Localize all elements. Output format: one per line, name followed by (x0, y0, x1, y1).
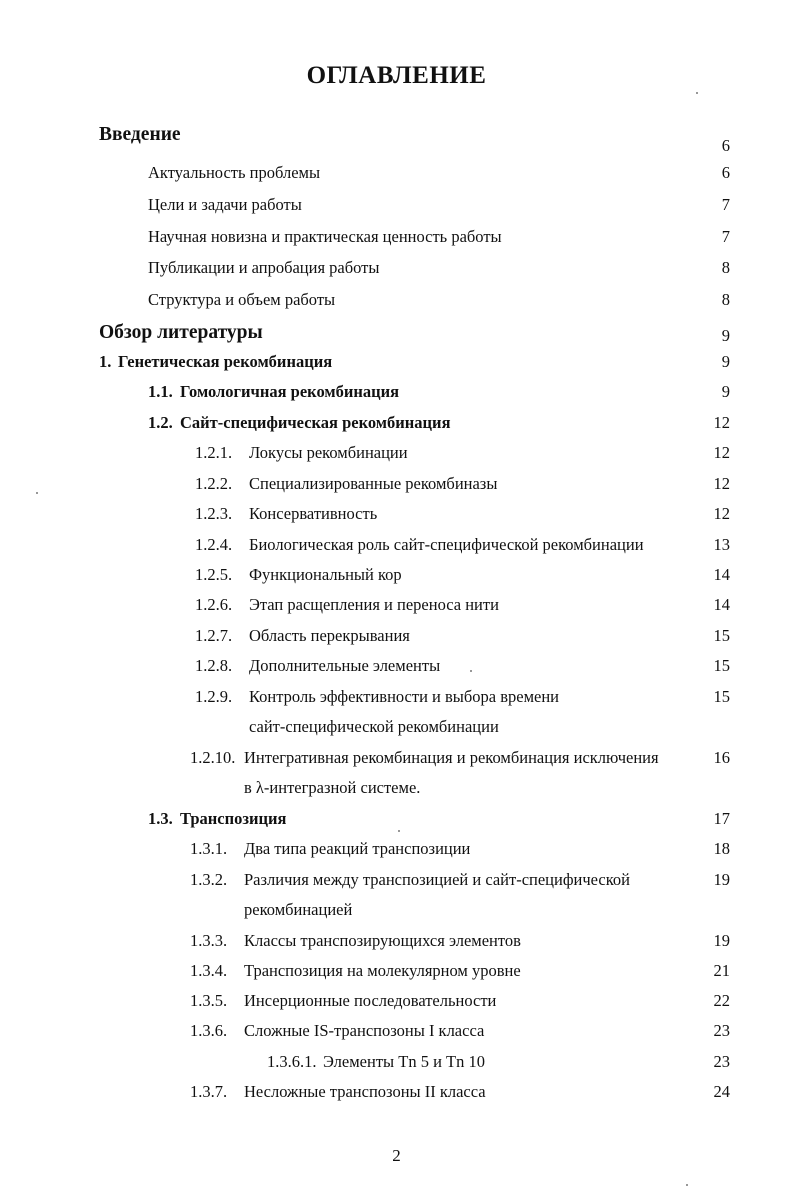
toc-entry (0, 1019, 793, 1043)
page-number: 2 (392, 1146, 401, 1165)
toc-page: 9 (721, 382, 730, 401)
toc-text: сайт-специфической рекомбинации (249, 717, 499, 736)
toc-number: 1.2. (148, 413, 173, 432)
toc-text: Дополнительные элементы (249, 656, 441, 675)
toc-text: Гомологичная рекомбинация (180, 382, 400, 401)
toc-number: 1.3.3. (190, 931, 228, 950)
toc-text: Транспозиция (180, 809, 287, 828)
toc-text: Биологическая роль сайт-специфической рекомбинации (249, 535, 644, 554)
toc-text: Актуальность проблемы (148, 163, 321, 182)
toc-number: 1. (99, 352, 112, 371)
toc-text: в λ-интегразной системе. (244, 778, 421, 797)
toc-page: 9 (721, 352, 730, 371)
toc-page: 21 (713, 961, 730, 980)
toc-page: 12 (713, 474, 730, 493)
toc-entry (0, 441, 793, 465)
toc-entry-page (0, 134, 793, 158)
toc-text: Генетическая рекомбинация (118, 352, 333, 371)
toc-text: Сложные IS-транспозоны I класса (244, 1021, 485, 1040)
toc-number: 1.2.10. (190, 748, 236, 767)
toc-text: Несложные транспозоны II класса (244, 1082, 486, 1101)
toc-page: 23 (713, 1052, 730, 1071)
toc-page: 14 (713, 595, 730, 614)
toc-entry (0, 193, 793, 217)
toc-text: Область перекрывания (249, 626, 410, 645)
scan-speck (686, 1184, 688, 1186)
toc-text: Цели и задачи работы (148, 195, 302, 214)
toc-number: 1.3.7. (190, 1082, 228, 1101)
toc-entry (0, 321, 793, 345)
toc-entry (0, 1050, 793, 1074)
toc-text: Этап расщепления и переноса нити (249, 595, 499, 614)
toc-number: 1.2.2. (195, 474, 233, 493)
toc-page: 14 (713, 565, 730, 584)
toc-page: 18 (713, 839, 730, 858)
toc-entry (0, 654, 793, 678)
toc-entry-continuation (0, 715, 793, 739)
toc-number: 1.2.6. (195, 595, 233, 614)
toc-page: 22 (713, 991, 730, 1010)
toc-page: 16 (713, 748, 730, 767)
toc-text: Специализированные рекомбиназы (249, 474, 498, 493)
toc-page: 15 (713, 687, 730, 706)
toc-entry (0, 807, 793, 831)
toc-number: 1.2.9. (195, 687, 233, 706)
toc-text: Публикации и апробация работы (148, 258, 380, 277)
toc-page: 6 (721, 136, 730, 155)
toc-entry-continuation (0, 898, 793, 922)
toc-text: Два типа реакций транспозиции (244, 839, 471, 858)
toc-entry (0, 685, 793, 709)
toc-entry (0, 288, 793, 312)
toc-entry (0, 225, 793, 249)
toc-page: 19 (713, 870, 730, 889)
toc-number: 1.3.2. (190, 870, 228, 889)
toc-number: 1.3.1. (190, 839, 228, 858)
toc-number: 1.2.4. (195, 535, 233, 554)
toc-entry-continuation (0, 776, 793, 800)
toc-page: 9 (721, 326, 730, 345)
toc-page: 8 (721, 290, 730, 309)
toc-text: Сайт-специфическая рекомбинация (180, 413, 451, 432)
toc-entry (0, 624, 793, 648)
toc-page: 12 (713, 443, 730, 462)
toc-entry (0, 868, 793, 892)
toc-page: 6 (721, 163, 730, 182)
toc-text: Консервативность (249, 504, 378, 523)
scan-speck (398, 830, 400, 832)
toc-entry (0, 1080, 793, 1104)
toc-number: 1.3.5. (190, 991, 228, 1010)
toc-entry (0, 929, 793, 953)
toc-entry (0, 533, 793, 557)
toc-number: 1.2.7. (195, 626, 233, 645)
toc-number: 1.3.6.1. (267, 1052, 317, 1071)
toc-entry (0, 350, 793, 374)
toc-number: 1.2.3. (195, 504, 233, 523)
toc-page: 15 (713, 656, 730, 675)
toc-text: Введение (99, 124, 181, 145)
toc-text: Элементы Tn 5 и Tn 10 (323, 1052, 485, 1071)
toc-entry (0, 746, 793, 770)
toc-text: Классы транспозирующихся элементов (244, 931, 521, 950)
toc-entry (0, 502, 793, 526)
toc-page: 19 (713, 931, 730, 950)
toc-text: Функциональный кор (249, 565, 402, 584)
toc-page: 12 (713, 413, 730, 432)
toc-page: 13 (713, 535, 730, 554)
toc-text: Научная новизна и практическая ценность работы (148, 227, 502, 246)
toc-page: 8 (721, 258, 730, 277)
toc-entry (0, 593, 793, 617)
toc-text: Локусы рекомбинации (249, 443, 408, 462)
toc-page: 15 (713, 626, 730, 645)
toc-entry (0, 989, 793, 1013)
toc-entry (0, 959, 793, 983)
page-title: ОГЛАВЛЕНИЕ (306, 62, 487, 89)
toc-page: 7 (721, 227, 730, 246)
toc-number: 1.2.5. (195, 565, 233, 584)
toc-number: 1.2.1. (195, 443, 233, 462)
toc-number: 1.3.4. (190, 961, 228, 980)
toc-entry (0, 563, 793, 587)
toc-page: 12 (713, 504, 730, 523)
toc-text: Транспозиция на молекулярном уровне (244, 961, 521, 980)
toc-text: Контроль эффективности и выбора времени (249, 687, 560, 706)
toc-number: 1.2.8. (195, 656, 233, 675)
toc-text: Структура и объем работы (148, 290, 336, 309)
toc-page: 24 (713, 1082, 730, 1101)
toc-entry (0, 411, 793, 435)
toc-page: 7 (721, 195, 730, 214)
toc-text: рекомбинацией (244, 900, 353, 919)
scan-speck (696, 92, 698, 94)
toc-text: Инсерционные последовательности (244, 991, 497, 1010)
toc-page: 17 (713, 809, 730, 828)
scan-speck (470, 670, 472, 672)
scan-speck (36, 492, 38, 494)
toc-entry (0, 472, 793, 496)
toc-number: 1.3.6. (190, 1021, 228, 1040)
toc-entry (0, 837, 793, 861)
toc-text: Различия между транспозицией и сайт-специфической (244, 870, 630, 889)
toc-entry (0, 256, 793, 280)
toc-page: 23 (713, 1021, 730, 1040)
toc-entry (0, 380, 793, 404)
toc-entry (0, 161, 793, 185)
toc-text: Обзор литературы (99, 322, 263, 343)
toc-number: 1.3. (148, 809, 173, 828)
toc-number: 1.1. (148, 382, 173, 401)
toc-text: Интегративная рекомбинация и рекомбинация исключения (244, 748, 659, 767)
